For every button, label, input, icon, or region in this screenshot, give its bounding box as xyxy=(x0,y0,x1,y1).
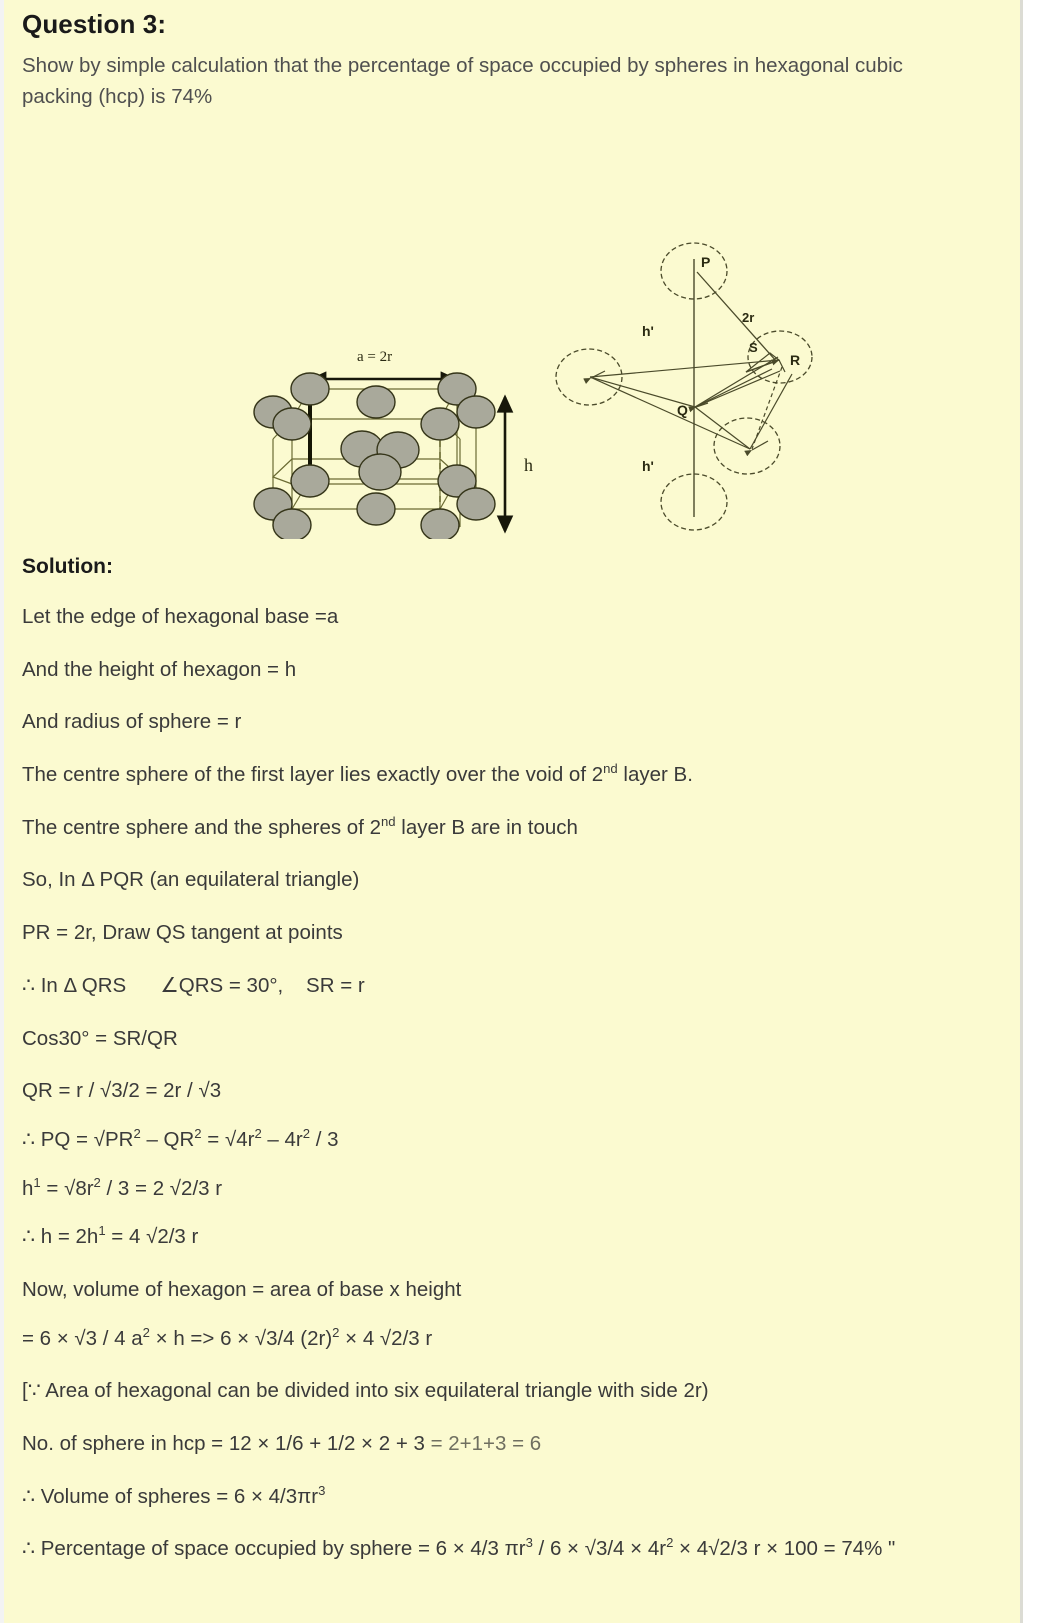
sphere-r xyxy=(748,331,812,383)
figure-inner xyxy=(172,119,872,539)
eqpc-sup1: 3 xyxy=(525,1535,533,1551)
equation-percentage xyxy=(22,1511,1002,1564)
solution-line-3: And radius of sphere = r xyxy=(22,710,242,734)
eqpq-b: – QR xyxy=(140,1127,195,1151)
solution-line-4 xyxy=(22,737,1002,790)
eqns-b: = 2+1+3 = 6 xyxy=(430,1432,542,1456)
solution-line-6: So, In Δ PQR (an equilateral triangle) xyxy=(22,868,360,892)
eqpq-d: – 4r xyxy=(261,1127,303,1151)
bottom-right-to-r-edge xyxy=(750,374,792,449)
hcp-unit-cell-diagram xyxy=(254,349,533,539)
height-dimension-label: h xyxy=(524,455,533,476)
equation-pq xyxy=(22,1106,1002,1155)
equation-h1 xyxy=(22,1155,1002,1204)
solution-line-10: QR = r / √3/2 = 2r / √3 xyxy=(22,1079,222,1103)
eqpc-a: ∴ Percentage of space occupied by sphere = 6 × 4/3 πr xyxy=(22,1537,526,1561)
eqpc-c: × 4√2/3 r × 100 = 74% " xyxy=(673,1537,896,1561)
eqpc-b: / 6 × √3/4 × 4r xyxy=(532,1537,667,1561)
eqh1-a: h xyxy=(22,1176,34,1200)
solution-line-9: Cos30° = SR/QR xyxy=(22,1026,178,1050)
line4-pre: The centre sphere of the first layer lies exactly over the void of 2 xyxy=(22,763,604,787)
eqpq-c: = √4r xyxy=(201,1127,255,1151)
eqh-sup1: 1 xyxy=(98,1223,106,1239)
label-q: Q xyxy=(677,402,688,419)
hcp-spheres xyxy=(254,373,495,539)
eqh-b: = 4 √2/3 r xyxy=(105,1225,199,1249)
line4-sup: nd xyxy=(603,761,618,777)
question-text: Show by simple calculation that the percentage of space occupied by spheres in hexagonal cubic packing (hcp) is 74% xyxy=(22,53,903,109)
line5-pre: The centre sphere and the spheres of 2 xyxy=(22,815,381,839)
eqpc-sup2: 2 xyxy=(666,1535,674,1551)
equation-volume-hexagon xyxy=(22,1305,1002,1354)
q-extra-edge xyxy=(695,371,780,407)
eqvh-b: × h => 6 × √3/4 (2r) xyxy=(149,1326,333,1350)
solution-line-7: PR = 2r, Draw QS tangent at points xyxy=(22,921,343,945)
eqpq-a: ∴ PQ = √PR xyxy=(22,1127,134,1151)
label-h-prime-top: h' xyxy=(642,323,654,340)
label-s: S xyxy=(749,340,758,356)
eqvh-a: = 6 × √3 / 4 a xyxy=(22,1326,143,1350)
page-title: Question 3: xyxy=(22,9,167,39)
solution-line-11: Now, volume of hexagon = area of base x height xyxy=(22,1277,462,1301)
eqvh-c: × 4 √2/3 r xyxy=(339,1326,433,1350)
hcp-figure-svg xyxy=(172,119,872,539)
edge-dimension-label: a = 2r xyxy=(357,349,393,366)
eqh1-b: = √8r xyxy=(40,1176,94,1200)
solution-line-8: ∴ In Δ QRS ∠QRS = 30°, SR = r xyxy=(22,973,365,997)
eqh-a: ∴ h = 2h xyxy=(22,1225,99,1249)
figure-container xyxy=(22,119,1002,549)
eqns-a: No. of sphere in hcp = 12 × 1/6 + 1/2 × 2 + 3 xyxy=(22,1432,431,1456)
eqpq-e: / 3 xyxy=(310,1127,339,1151)
line4-post: layer B. xyxy=(617,763,693,787)
eqpq-sup2: 2 xyxy=(194,1126,202,1142)
solution-line-5 xyxy=(22,790,1002,843)
label-h-prime-bottom: h' xyxy=(642,458,654,475)
eqpq-sup4: 2 xyxy=(302,1126,311,1142)
solution-line-2: And the height of hexagon = h xyxy=(22,657,297,681)
r-short-edge xyxy=(779,360,785,372)
q-to-s-edge xyxy=(695,369,772,407)
solution-line-1: Let the edge of hexagonal base =a xyxy=(22,605,339,629)
label-r: R xyxy=(790,352,801,369)
eqvs-a: ∴ Volume of spheres = 6 × 4/3πr xyxy=(22,1484,319,1508)
eqh1-sup1: 1 xyxy=(33,1174,41,1190)
sphere-left xyxy=(556,349,622,405)
equation-number-of-spheres xyxy=(22,1406,1002,1459)
solution-heading: Solution: xyxy=(22,555,113,579)
line5-sup: nd xyxy=(380,813,396,829)
equation-h xyxy=(22,1203,1002,1252)
eqpq-sup3: 2 xyxy=(254,1126,262,1142)
solution-line-12: [∵ Area of hexagonal can be divided into six equilateral triangle with side 2r) xyxy=(22,1379,709,1403)
eqvh-sup2: 2 xyxy=(332,1324,340,1340)
label-p: P xyxy=(701,254,711,271)
eqvs-sup1: 3 xyxy=(318,1482,326,1498)
eqpq-sup1: 2 xyxy=(133,1126,141,1142)
equation-volume-of-spheres xyxy=(22,1459,1002,1512)
line5-post: layer B are in touch xyxy=(395,815,578,839)
pr-line xyxy=(697,272,777,362)
eqvh-sup1: 2 xyxy=(142,1324,150,1340)
eqh1-sup2: 2 xyxy=(93,1174,101,1190)
tetrahedral-pqr-diagram xyxy=(556,243,812,530)
eqh1-c: / 3 = 2 √2/3 r xyxy=(100,1176,223,1200)
label-2r: 2r xyxy=(742,310,755,326)
